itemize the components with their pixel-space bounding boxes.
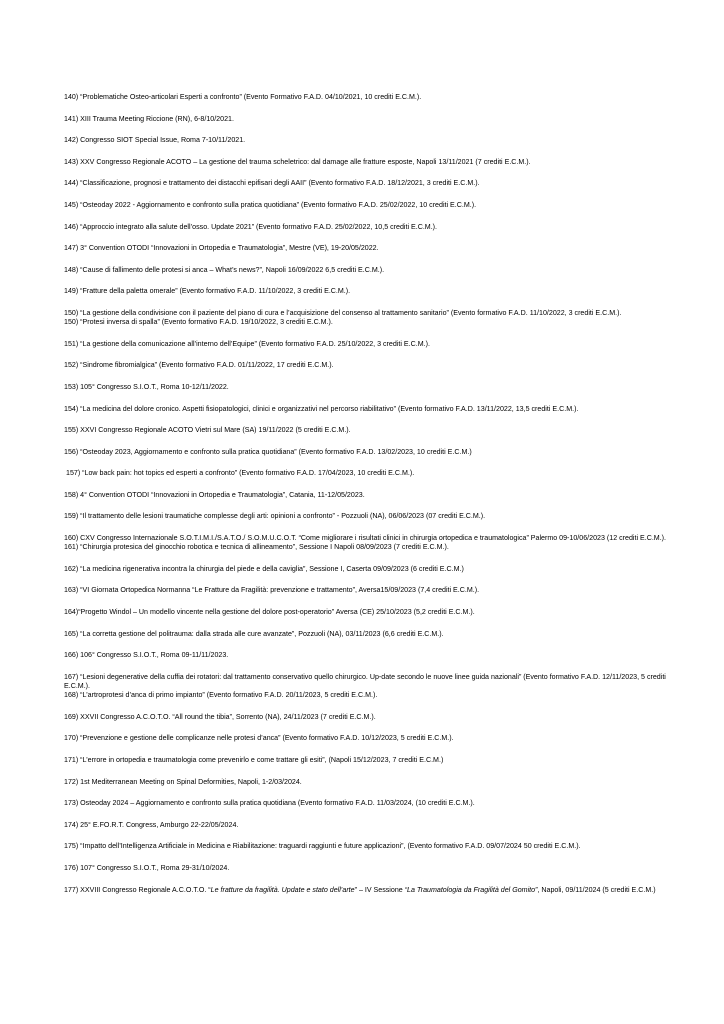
entry-148: 148) “Cause di fallimento delle protesi si anca – What’s news?”, Napoli 16/09/2022 6,5 crediti E.C.M.). xyxy=(64,265,385,274)
entry-140: 140) “Problematiche Osteo-articolari Esperti a confronto” (Evento Formativo F.A.D. 04/10/2021, 10 crediti E.C.M.). xyxy=(64,93,422,101)
entry-160: 160) CXV Congresso Internazionale S.O.T.I.M.I./S.A.T.O./ S.O.M.U.C.O.T. “Come migliorare i risultati clinici in chirurgia ortopedica e traumatologica” Palermo 09-10/06/2023 (12 crediti E.C.M.). xyxy=(64,534,667,543)
entry-151: 151) “La gestione della comunicazione all’interno dell’Equipe” (Evento formativo F.A.D. 25/10/2022, 3 crediti E.C.M.). xyxy=(64,339,430,348)
entry-165: 165) “La corretta gestione del politrauma: dalla strada alle cure avanzate”, Pozzuoli (NA), 03/11/2023 (6,6 crediti E.C.M.). xyxy=(64,629,444,638)
entry-145: 145) “Osteoday 2022 - Aggiornamento e confronto sulla pratica quotidiana” (Evento formativo F.A.D. 25/02/2022, 10 crediti E.C.M.). xyxy=(64,200,477,209)
entry-158: 158) 4° Convention OTODI “Innovazioni in Ortopedia e Traumatologia”, Catania, 11-12/05/2023. xyxy=(64,490,365,499)
entry-153: 153) 105° Congresso S.I.O.T., Roma 10-12/11/2022. xyxy=(64,382,229,391)
entry-162: 162) “La medicina rigenerativa incontra la chirurgia del piede e della caviglia”, Sessione I, Caserta 09/09/2023 (6 crediti E.C.M.) xyxy=(64,564,464,573)
entry-170: 170) “Prevenzione e gestione delle complicanze nelle protesi d’anca” (Evento formativo F.A.D. 10/12/2023, 5 crediti E.C.M.). xyxy=(64,734,454,743)
entry-157: 157) “Low back pain: hot topics ed esperti a confronto” (Evento formativo F.A.D. 17/04/2023, 10 crediti E.C.M.). xyxy=(66,469,415,478)
entry-177-suffix: , Napoli, 09/11/2024 (5 crediti E.C.M.) xyxy=(537,885,656,894)
entry-150a: 150) “La gestione della condivisione con il paziente del piano di cura e l’acquisizione del consenso al trattamento sanitario” (Evento formativo F.A.D. 11/10/2022, 3 crediti E.C.M.). xyxy=(64,308,622,317)
entry-175: 175) “Impatto dell’Intelligenza Artificiale in Medicina e Riabilitazione: traguardi raggiunti e future applicazioni”, (Evento formativo F.A.D. 09/07/2024 50 crediti E.C.M.). xyxy=(64,842,581,851)
entry-150b: 150) “Protesi inversa di spalla” (Evento formativo F.A.D. 19/10/2022, 3 crediti E.C.M.). xyxy=(64,318,333,327)
entry-166: 166) 106° Congresso S.I.O.T., Roma 09-11/11/2023. xyxy=(64,651,229,660)
entry-146: 146) “Approccio integrato alla salute dell’osso. Update 2021” (Evento formativo F.A.D. 25/02/2022, 10,5 crediti E.C.M.). xyxy=(64,222,438,231)
entry-176: 176) 107° Congresso S.I.O.T., Roma 29-31/10/2024. xyxy=(64,864,230,872)
entry-144: 144) “Classificazione, prognosi e trattamento dei distacchi epifisari degli AAII” (Evento formativo F.A.D. 18/12/2021, 3 crediti E.C.M.). xyxy=(64,179,480,188)
entry-152: 152) “Sindrome fibromialgica” (Evento formativo F.A.D. 01/11/2022, 17 crediti E.C.M.). xyxy=(64,361,334,370)
entry-141: 141) XIII Trauma Meeting Riccione (RN), 6-8/10/2021. xyxy=(64,114,234,123)
entry-154: 154) “La medicina del dolore cronico. Aspetti fisiopatologici, clinici e organizzativi nel percorso riabilitativo” (Evento formativo F.A.D. 13/11/2022, 13,5 crediti E.C.M.). xyxy=(64,404,579,413)
entry-172: 172) 1st Mediterranean Meeting on Spinal Deformities, Napoli, 1-2/03/2024. xyxy=(64,777,302,786)
entry-171: 171) “L’errore in ortopedia e traumatologia come prevenirlo e come trattare gli esiti”, (Napoli 15/12/2023, 7 crediti E.C.M.) xyxy=(64,756,444,765)
entry-156: 156) “Osteoday 2023, Aggiornamento e confronto sulla pratica quotidiana” (Evento formativo F.A.D. 13/02/2023, 10 crediti E.C.M.) xyxy=(64,447,472,456)
entry-173: 173) Osteoday 2024 – Aggiornamento e confronto sulla pratica quotidiana (Evento formativo F.A.D. 11/03/2024, (10 crediti E.C.M.). xyxy=(64,799,475,808)
entry-149: 149) “Fratture della paletta omerale” (Evento formativo F.A.D. 11/10/2022, 3 crediti E.C.M.). xyxy=(64,287,351,296)
entry-174: 174) 25° E.FO.R.T. Congress, Amburgo 22-22/05/2024. xyxy=(64,820,239,829)
entry-155: 155) XXVI Congresso Regionale ACOTO Vietri sul Mare (SA) 19/11/2022 (5 crediti E.C.M.). xyxy=(64,426,351,435)
entry-143: 143) XXV Congresso Regionale ACOTO – La gestione del trauma scheletrico: dal damage alle fratture esposte, Napoli 13/11/2021 (7 crediti E.C.M.). xyxy=(64,157,531,166)
entry-167: 167) “Lesioni degenerative della cuffia dei rotatori: dal trattamento conservativo quello chirurgico. Up-date secondo le nuove linee guida nazionali” (Evento formativo F.A.D. 12/11/2023, 5 crediti E.C.M.). xyxy=(64,672,666,691)
entry-163: 163) “VI Giornata Ortopedica Normanna “Le Fratture da Fragilità: prevenzione e trattamento”, Aversa15/09/2023 (7,4 crediti E.C.M.). xyxy=(64,586,480,595)
entry-159: 159) “Il trattamento delle lesioni traumatiche complesse degli arti: opinioni a confronto” - Pozzuoli (NA), 06/06/2023 (07 crediti E.C.M.). xyxy=(64,512,486,521)
entry-177 xyxy=(64,886,684,895)
entry-164: 164)“Progetto Windol – Un modello vincente nella gestione del dolore post-operatorio” Aversa (CE) 25/10/2023 (5,2 crediti E.C.M.). xyxy=(64,608,475,617)
entry-142: 142) Congresso SIOT Special Issue, Roma 7-10/11/2021. xyxy=(64,136,246,145)
entry-177-italic-session: “La Traumatologia da Fragilità del Gomito” xyxy=(404,885,538,894)
entry-169: 169) XXVII Congresso A.C.O.T.O. “All round the tibia”, Sorrento (NA), 24/11/2023 (7 crediti E.C.M.). xyxy=(64,712,376,721)
entry-161: 161) “Chirurgia protesica del ginocchio robotica e tecnica di allineamento”, Sessione I Napoli 08/09/2023 (7 crediti E.C.M.). xyxy=(64,543,449,552)
entry-147: 147) 3° Convention OTODI “Innovazioni in Ortopedia e Traumatologia”, Mestre (VE), 19-20/05/2022. xyxy=(64,244,379,253)
document-page xyxy=(64,93,684,895)
entry-177-prefix: 177) XXVIII Congresso Regionale A.C.O.T.O. “ xyxy=(64,885,211,894)
entry-177-middle: ” – IV Sessione xyxy=(354,885,405,894)
entry-177-italic-title: Le fratture da fragilità. Update e stato dell’arte xyxy=(210,885,355,894)
entry-168: 168) “L’artroprotesi d’anca di primo impianto” (Evento formativo F.A.D. 20/11/2023, 5 crediti E.C.M.). xyxy=(64,691,378,700)
